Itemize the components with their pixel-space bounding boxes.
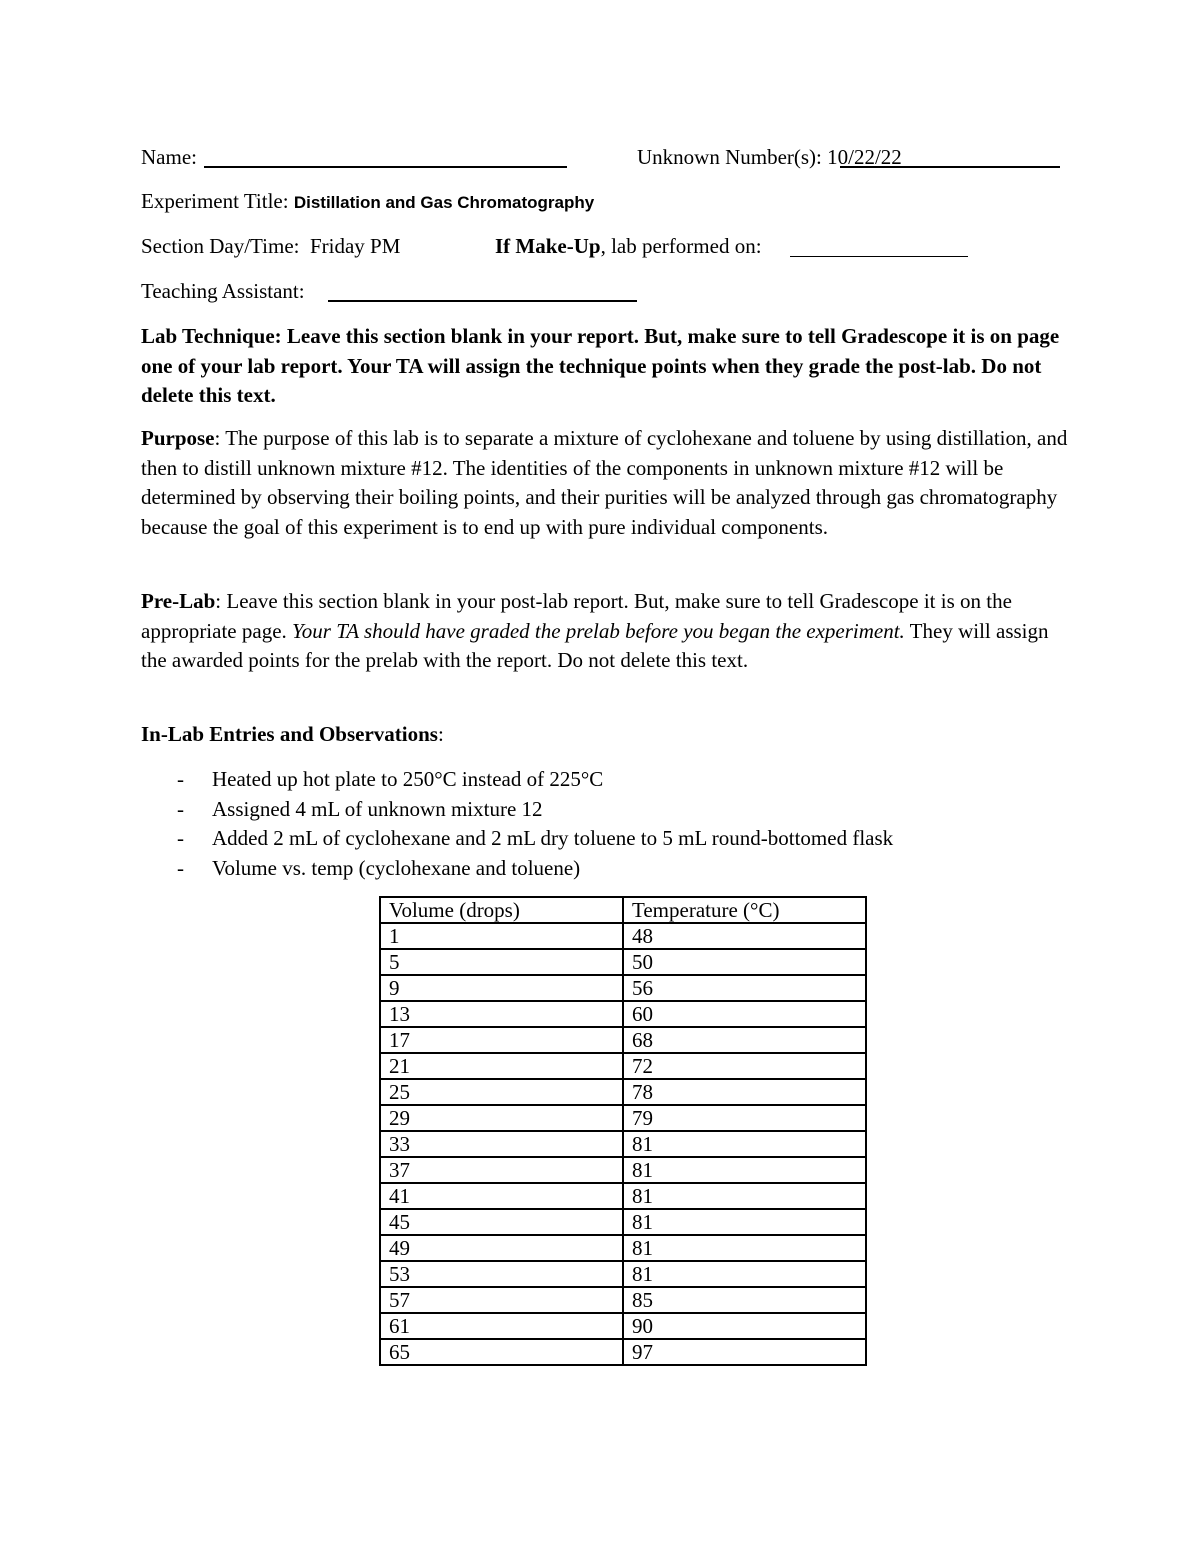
list-item: - Heated up hot plate to 250°C instead of 225°C [177, 767, 604, 791]
temperature-cell: 81 [623, 1183, 866, 1209]
column-header-volume: Volume (drops) [380, 897, 623, 923]
table-row [380, 1287, 866, 1313]
table-header-row [380, 897, 866, 923]
makeup-row: If Make-Up, lab performed on: [495, 234, 762, 258]
temperature-cell: 68 [623, 1027, 866, 1053]
purpose-paragraph: Purpose: The purpose of this lab is to separate a mixture of cyclohexane and toluene by using distillation, and then to distill unknown mixture #12. The identities of the components in unknown mixture #12 will be determined by observing their boiling points, and their purities will be analyzed through gas chromatography because the goal of this experiment is to end up with pure individual components. [141, 426, 1068, 539]
section-day-time-row [141, 234, 400, 258]
lab-technique-paragraph: Lab Technique: Leave this section blank in your report. But, make sure to tell Gradescope it is on page one of your lab report. Your TA will assign the technique points when they grade the post-lab. Do not delete this text. [141, 324, 1060, 407]
volume-cell: 33 [380, 1131, 623, 1157]
table-row [380, 1001, 866, 1027]
list-item: - Assigned 4 mL of unknown mixture 12 [177, 796, 543, 821]
volume-cell: 25 [380, 1079, 623, 1105]
experiment-title-value: Distillation and Gas Chromatography [293, 193, 595, 212]
temperature-cell: 56 [623, 975, 866, 1001]
teaching-assistant-blank [328, 300, 637, 302]
column-header-temperature: Temperature (°C) [623, 897, 866, 923]
table-row [380, 1079, 866, 1105]
observations-list [141, 765, 893, 883]
prelab-paragraph: Pre-Lab: Leave this section blank in your post-lab report. But, make sure to tell Gradescope it is on the appropriate page. Your TA should have graded the prelab before you began the experiment. They will assign the awarded points for the prelab with the report. Do not delete this text. [141, 589, 1049, 672]
table-row [380, 949, 866, 975]
temperature-cell: 81 [623, 1235, 866, 1261]
temperature-cell: 81 [623, 1131, 866, 1157]
temperature-cell: 85 [623, 1287, 866, 1313]
volume-cell: 53 [380, 1261, 623, 1287]
temperature-cell: 90 [623, 1313, 866, 1339]
inlab-heading-row: In-Lab Entries and Observations: [141, 722, 444, 746]
volume-cell: 9 [380, 975, 623, 1001]
volume-cell: 61 [380, 1313, 623, 1339]
volume-cell: 21 [380, 1053, 623, 1079]
table-row [380, 1183, 866, 1209]
temperature-cell: 81 [623, 1261, 866, 1287]
temperature-cell: 97 [623, 1339, 866, 1365]
temperature-cell: 60 [623, 1001, 866, 1027]
purpose-heading: Purpose [141, 426, 215, 450]
volume-cell: 29 [380, 1105, 623, 1131]
prelab-heading: Pre-Lab [141, 589, 216, 613]
table-row [380, 1235, 866, 1261]
temperature-cell: 81 [623, 1157, 866, 1183]
table-row [380, 1027, 866, 1053]
volume-cell: 1 [380, 923, 623, 949]
table-row [380, 1105, 866, 1131]
name-label: Name: [141, 145, 197, 169]
section-label: Section Day/Time: [141, 234, 300, 258]
temperature-cell: 72 [623, 1053, 866, 1079]
table-row [380, 975, 866, 1001]
list-item: - Volume vs. temp (cyclohexane and toluene) [177, 855, 581, 880]
table-row [380, 1157, 866, 1183]
temperature-cell: 81 [623, 1209, 866, 1235]
unknown-number-value: 10/22/22 [821, 145, 902, 169]
volume-cell: 65 [380, 1339, 623, 1365]
unknown-number-blank [840, 166, 1060, 168]
volume-cell: 57 [380, 1287, 623, 1313]
experiment-title-label: Experiment Title: [141, 189, 289, 213]
volume-temperature-table [379, 896, 867, 1366]
table-row [380, 1339, 866, 1365]
section-value: Friday PM [309, 234, 401, 258]
table-row [380, 1053, 866, 1079]
volume-cell: 17 [380, 1027, 623, 1053]
volume-cell: 13 [380, 1001, 623, 1027]
teaching-assistant-label: Teaching Assistant: [141, 279, 305, 303]
inlab-heading: In-Lab Entries and Observations [141, 722, 438, 746]
experiment-title-row [141, 189, 594, 215]
temperature-cell: 50 [623, 949, 866, 975]
table-body [380, 923, 866, 1365]
table-row [380, 1131, 866, 1157]
volume-cell: 41 [380, 1183, 623, 1209]
table-row [380, 923, 866, 949]
table-row [380, 1209, 866, 1235]
volume-cell: 49 [380, 1235, 623, 1261]
volume-cell: 5 [380, 949, 623, 975]
volume-cell: 37 [380, 1157, 623, 1183]
table-row [380, 1261, 866, 1287]
makeup-date-blank [790, 256, 968, 257]
name-blank [204, 166, 567, 168]
temperature-cell: 48 [623, 923, 866, 949]
table-row [380, 1313, 866, 1339]
list-item: - Added 2 mL of cyclohexane and 2 mL dry toluene to 5 mL round-bottomed flask [177, 826, 894, 850]
unknown-number-label: Unknown Number(s): 10/22/22 [637, 145, 902, 169]
temperature-cell: 78 [623, 1079, 866, 1105]
makeup-label: If Make-Up [495, 234, 601, 258]
volume-cell: 45 [380, 1209, 623, 1235]
temperature-cell: 79 [623, 1105, 866, 1131]
